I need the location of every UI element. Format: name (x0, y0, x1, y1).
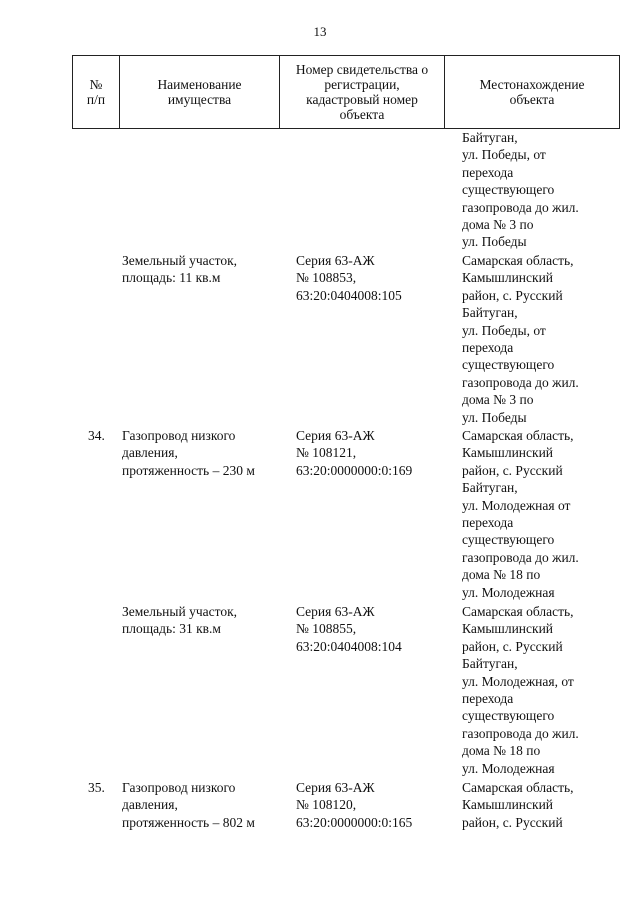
header-location: Местонахождение объекта (445, 56, 620, 129)
table-header (72, 55, 620, 129)
header-name: Наименование имущества (120, 56, 280, 129)
row-location: Самарская область, Камышлинский район, с. Русский Байтуган, ул. Молодежная, от перехода существующего газопровода до жил. дома № 18 по ул. Молодежная (462, 604, 579, 776)
header-num: № п/п (73, 56, 120, 129)
row-name: Земельный участок, площадь: 11 кв.м (122, 253, 238, 286)
row-cert: Серия 63-АЖ № 108121, 63:20:0000000:0:169 (296, 428, 413, 478)
page-number: 13 (313, 24, 327, 39)
continuation-location: Байтуган, ул. Победы, от перехода существующего газопровода до жил. дома № 3 по ул. Победы (462, 130, 579, 250)
row-cert: Серия 63-АЖ № 108855, 63:20:0404008:104 (296, 604, 402, 654)
header-cert: Номер свидетельства о регистрации, кадастровый номер объекта (280, 56, 445, 129)
row-location: Самарская область, Камышлинский район, с. Русский Байтуган, ул. Молодежная от перехода существующего газопровода до жил. дома № 18 по ул. Молодежная (462, 428, 579, 600)
row-cert: Серия 63-АЖ № 108853, 63:20:0404008:105 (296, 253, 402, 303)
row-location: Самарская область, Камышлинский район, с. Русский Байтуган, ул. Победы, от перехода существующего газопровода до жил. дома № 3 по ул. Победы (462, 253, 579, 425)
row-name: Газопровод низкого давления, протяженность – 230 м (122, 428, 255, 478)
row-cert: Серия 63-АЖ № 108120, 63:20:0000000:0:165 (296, 780, 413, 830)
row-num: 34. (88, 428, 105, 443)
row-name: Газопровод низкого давления, протяженность – 802 м (122, 780, 255, 830)
row-location: Самарская область, Камышлинский район, с. Русский (462, 780, 574, 830)
row-num: 35. (88, 780, 105, 795)
row-name: Земельный участок, площадь: 31 кв.м (122, 604, 238, 637)
